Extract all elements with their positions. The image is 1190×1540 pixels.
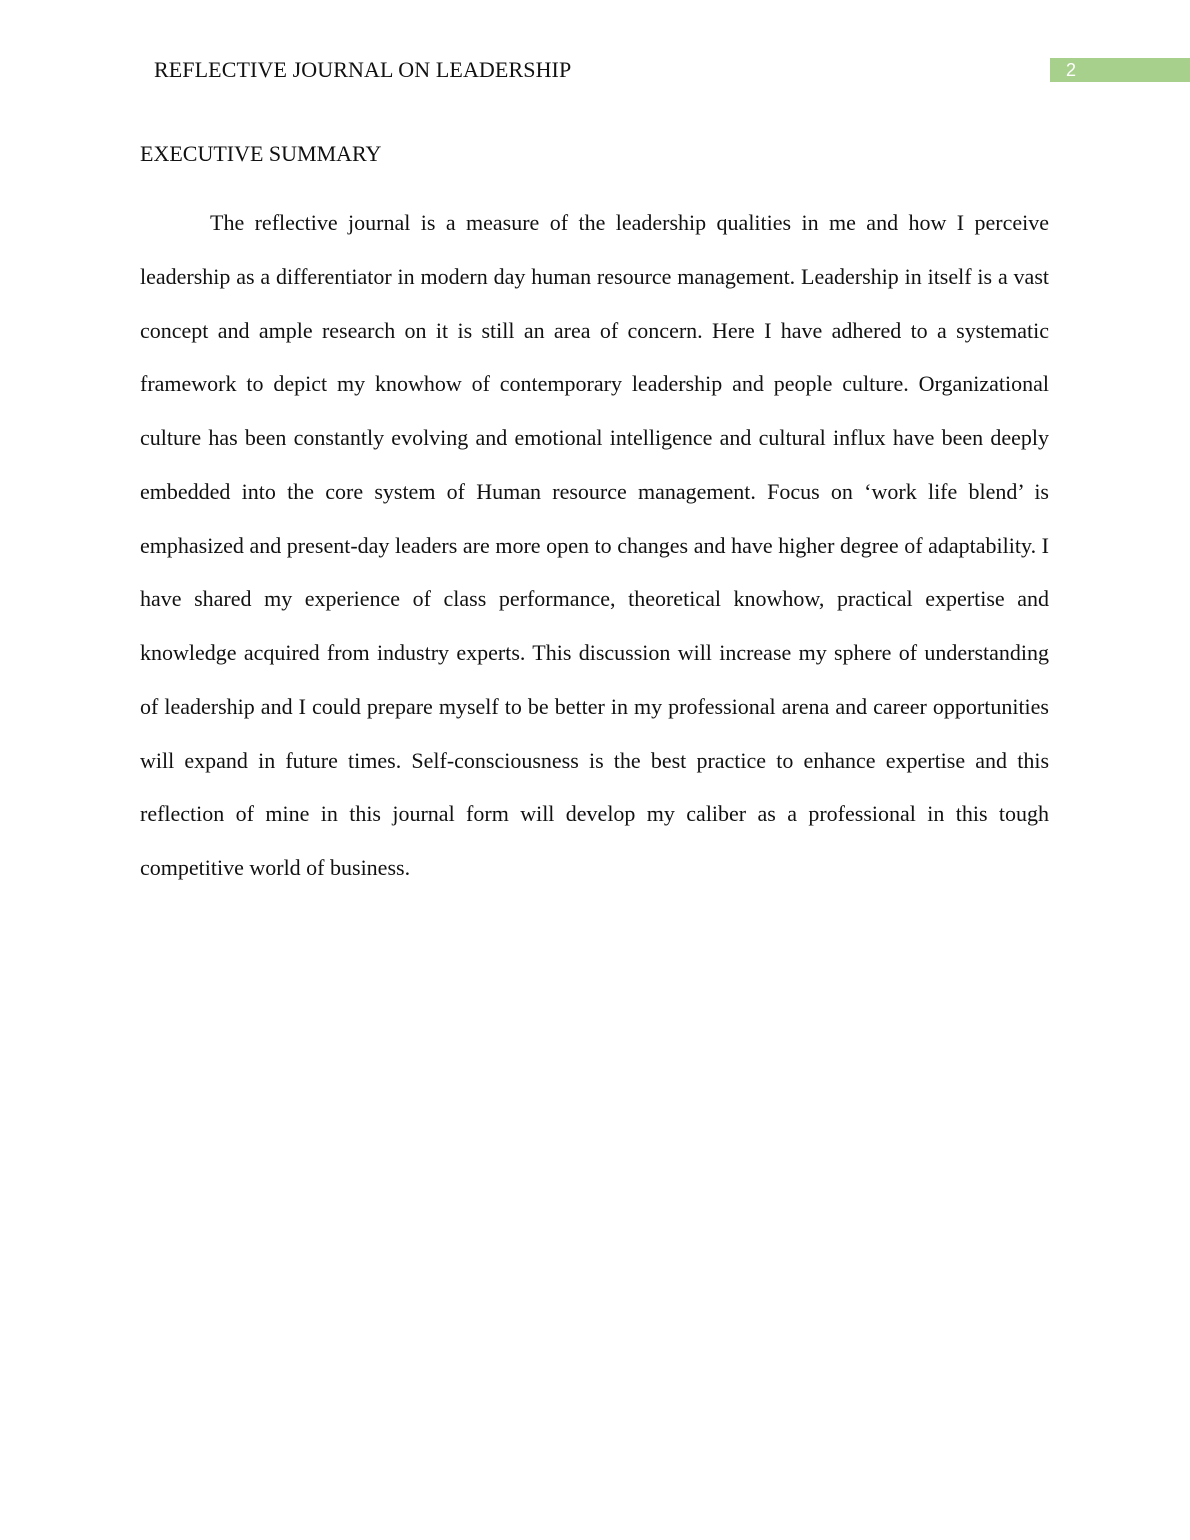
page-number-badge (1050, 58, 1190, 82)
page-number: 2 (1066, 60, 1077, 80)
section-heading: EXECUTIVE SUMMARY (140, 141, 382, 166)
body-paragraph: The reflective journal is a measure of the leadership qualities in me and how I perceive leadership as a differentiator in modern day human resource management. Leadership in itself is a vast concept and ample research on it is still an area of concern. Here I have adhered to a systematic framework to depict my knowhow of contemporary leadership and people culture. Organizational culture has been constantly evolving and emotional intelligence and cultural influx have been deeply embedded into the core system of Human resource management. Focus on ‘work life blend’ is emphasized and present-day leaders are more open to changes and have higher degree of adaptability. I have shared my experience of class performance, theoretical knowhow, practical expertise and knowledge acquired from industry experts. This discussion will increase my sphere of understanding of leadership and I could prepare myself to be better in my professional arena and career opportunities will expand in future times. Self-consciousness is the best practice to enhance expertise and this reflection of mine in this journal form will develop my caliber as a professional in this tough competitive world of business. (140, 210, 1049, 880)
running-head: REFLECTIVE JOURNAL ON LEADERSHIP (154, 57, 572, 82)
